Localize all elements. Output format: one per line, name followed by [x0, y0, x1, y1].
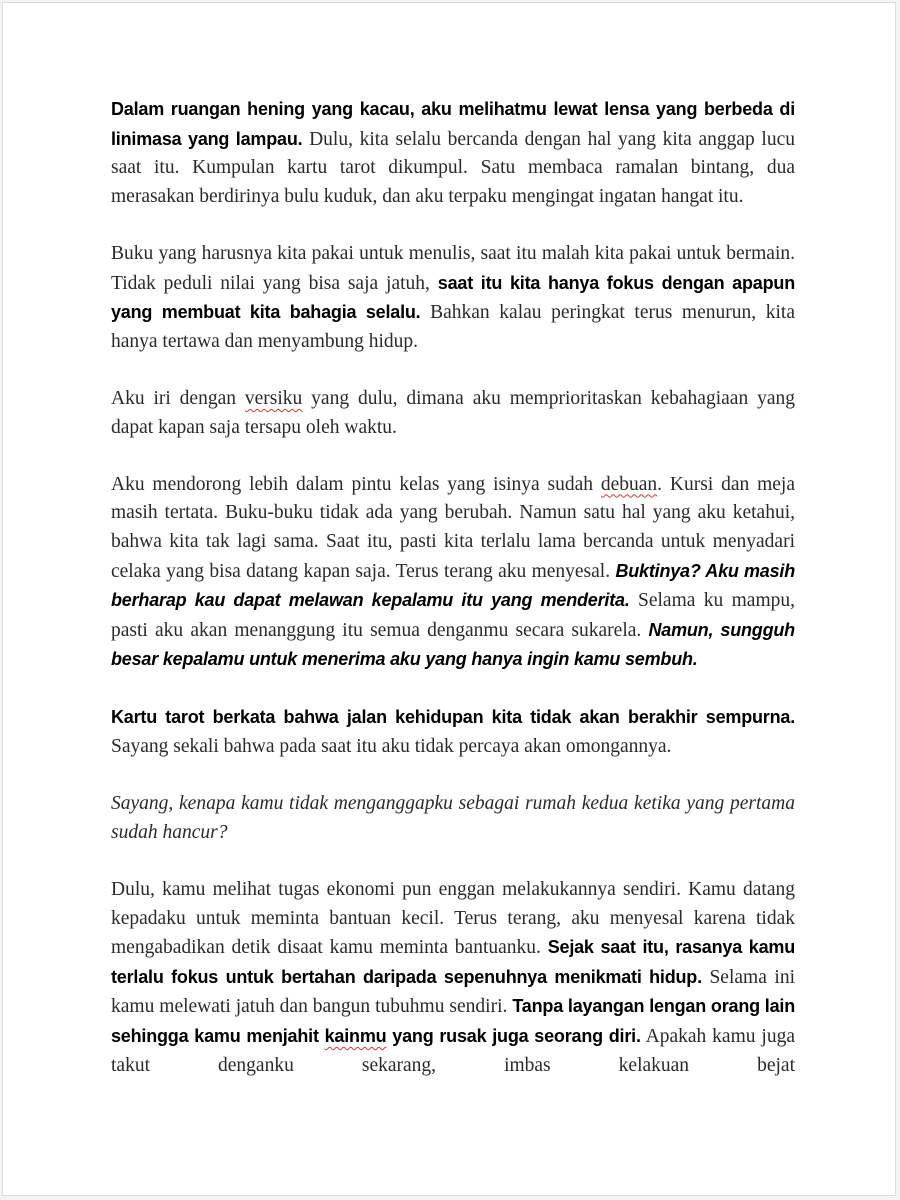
text-run: Dulu, kamu melihat tugas ekonomi pun enggan melakukannya sendiri. Kamu datang kepadaku untuk meminta bantuan kecil. Terus terang, aku menyesal karena tidak mengabadikan detik disaat kamu meminta bantuanku.	[111, 879, 795, 959]
document-page	[2, 2, 896, 1196]
text-run: Sayang, kenapa kamu tidak menganggapku sebagai rumah kedua ketika yang pertama sudah hancur?	[111, 793, 795, 843]
paragraph-5	[111, 703, 795, 761]
paragraph-1	[111, 95, 795, 211]
paragraph-7	[111, 876, 795, 1080]
text-run: Buku yang harusnya kita pakai untuk menulis, saat itu malah kita pakai untuk bermain. Tidak peduli nilai yang bisa saja jatuh,	[111, 242, 795, 294]
document-body	[111, 95, 795, 1109]
text-run: Selama ini kamu melewati jatuh dan bangun tubuhmu sendiri.	[111, 966, 796, 1018]
text-run: yang rusak juga seorang diri.	[386, 1026, 641, 1046]
text-run: kainmu	[324, 1026, 387, 1046]
text-run: Apakah kamu juga takut denganku sekarang, imbas kelakuan bejat	[111, 1026, 796, 1076]
paragraph-3	[111, 385, 795, 442]
text-run: Aku mendorong lebih dalam pintu kelas yang isinya sudah	[111, 473, 601, 495]
text-run: Tanpa layangan lengan orang lain sehingga kamu menjahit	[111, 996, 795, 1046]
text-run: Aku iri dengan	[111, 387, 245, 409]
text-run: Bahkan kalau peringkat terus menurun, kita hanya tertawa dan menyambung hidup.	[111, 302, 795, 352]
text-run: Dalam ruangan hening yang kacau, aku melihatmu lewat lensa yang berbeda di linimasa yang lampau.	[111, 99, 795, 149]
paragraph-2	[111, 240, 795, 356]
text-run: Namun, sungguh besar kepalamu untuk menerima aku yang hanya ingin kamu sembuh.	[111, 619, 795, 670]
text-run: versiku	[244, 387, 303, 409]
text-run: Kartu tarot berkata bahwa jalan kehidupan kita tidak akan berakhir sempurna.	[111, 707, 795, 728]
text-run: . Kursi dan meja masih tertata. Buku-buku tidak ada yang berubah. Namun satu hal yang aku ketahui, bahwa kita tak lagi sama. Saat itu, pasti kita terlalu lama bercanda untuk menyadari celaka yang bisa datang kapan saja. Terus terang aku menyesal.	[111, 473, 795, 582]
text-run: yang dulu, dimana aku memprioritaskan kebahagiaan yang dapat kapan saja tersapu oleh waktu.	[111, 387, 795, 438]
paragraph-4	[111, 471, 795, 675]
text-run: Selama ku mampu, pasti aku akan menanggung itu semua denganmu secara sukarela.	[111, 590, 795, 641]
text-run: debuan	[600, 473, 658, 495]
paragraph-6	[111, 790, 795, 847]
text-run: Sejak saat itu, rasanya kamu terlalu fokus untuk bertahan daripada sepenuhnya menikmati hidup.	[111, 937, 795, 987]
text-run: Buktinya? Aku masih berharap kau dapat melawan kepalamu itu yang menderita.	[111, 560, 795, 611]
text-run: saat itu kita hanya fokus dengan apapun yang membuat kita bahagia selalu.	[111, 272, 795, 323]
text-run: Dulu, kita selalu bercanda dengan hal yang kita anggap lucu saat itu. Kumpulan kartu tarot dikumpul. Satu membaca ramalan bintang, dua merasakan berdirinya bulu kuduk, dan aku terpaku mengingat ingatan hangat itu.	[111, 128, 796, 207]
text-run: Sayang sekali bahwa pada saat itu aku tidak percaya akan omongannya.	[111, 736, 672, 758]
